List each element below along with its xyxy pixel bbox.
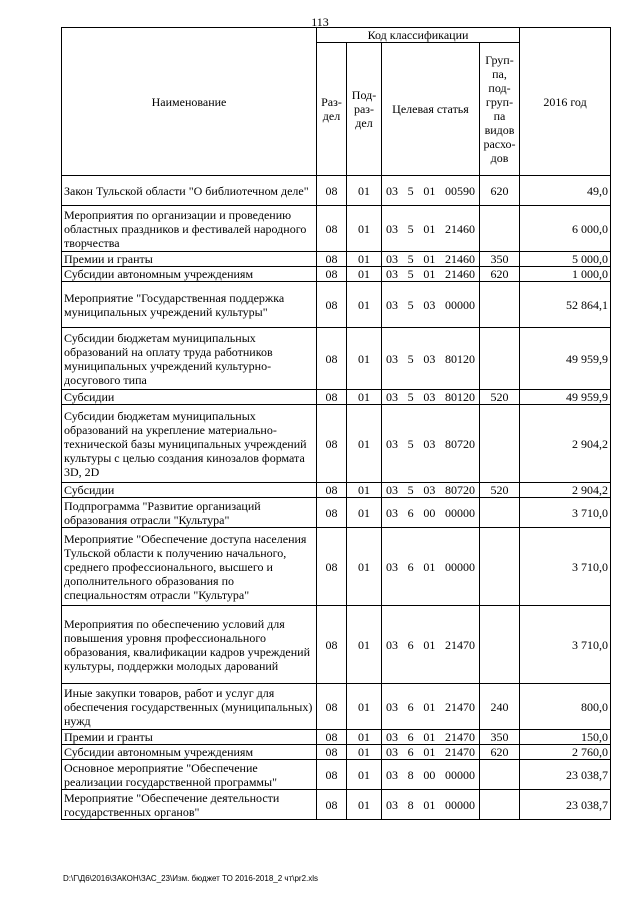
row-amount-2016: 23 038,7	[520, 760, 611, 790]
table-row	[62, 267, 611, 282]
budget-table	[61, 27, 611, 820]
row-name: Субсидии	[62, 390, 317, 405]
row-tselevaya-statya	[382, 730, 480, 745]
table-row	[62, 606, 611, 684]
tselevaya-part: 6	[407, 637, 414, 652]
row-vid-rashodov	[480, 498, 520, 528]
tselevaya-part: 21460	[444, 252, 475, 266]
row-podrazdel: 01	[347, 760, 382, 790]
tselevaya-part: 80720	[444, 436, 475, 451]
table-row	[62, 684, 611, 730]
tselevaya-part: 5	[407, 351, 414, 366]
header-tselevaya: Целевая статья	[382, 43, 480, 176]
tselevaya-part: 03	[386, 221, 398, 236]
tselevaya-part: 80720	[444, 483, 475, 497]
budget-table-body	[62, 176, 611, 820]
table-row	[62, 282, 611, 328]
row-name: Субсидии автономным учреждениям	[62, 267, 317, 282]
row-podrazdel: 01	[347, 498, 382, 528]
row-amount-2016: 800,0	[520, 684, 611, 730]
tselevaya-part: 03	[386, 699, 398, 714]
row-tselevaya-statya	[382, 176, 480, 206]
tselevaya-part: 21470	[444, 745, 475, 759]
row-vid-rashodov	[480, 790, 520, 820]
tselevaya-part: 01	[423, 637, 436, 652]
tselevaya-part: 5	[407, 436, 414, 451]
row-amount-2016: 3 710,0	[520, 498, 611, 528]
row-tselevaya-statya	[382, 390, 480, 405]
table-row	[62, 745, 611, 760]
tselevaya-part: 03	[386, 483, 398, 497]
table-row	[62, 730, 611, 745]
tselevaya-part: 5	[407, 483, 414, 497]
row-amount-2016: 49 959,9	[520, 390, 611, 405]
row-podrazdel: 01	[347, 206, 382, 252]
row-vid-rashodov	[480, 206, 520, 252]
row-tselevaya-statya	[382, 790, 480, 820]
tselevaya-part: 03	[386, 252, 398, 266]
row-amount-2016: 49 959,9	[520, 328, 611, 390]
row-tselevaya-statya	[382, 282, 480, 328]
table-row	[62, 760, 611, 790]
row-podrazdel: 01	[347, 483, 382, 498]
table-row	[62, 790, 611, 820]
row-vid-rashodov: 350	[480, 252, 520, 267]
tselevaya-part: 03	[386, 505, 398, 520]
tselevaya-part: 00000	[444, 505, 475, 520]
row-podrazdel: 01	[347, 176, 382, 206]
header-gruppa: Груп- па, под- груп- па видов расхо- дов	[480, 43, 520, 176]
tselevaya-part: 21470	[444, 699, 475, 714]
page-number: 113	[311, 15, 329, 29]
tselevaya-part: 01	[423, 730, 436, 744]
row-razdel: 08	[317, 405, 347, 483]
row-name: Премии и гранты	[62, 730, 317, 745]
row-vid-rashodov	[480, 405, 520, 483]
tselevaya-part: 5	[407, 390, 414, 404]
tselevaya-part: 5	[407, 221, 414, 236]
tselevaya-part: 03	[423, 390, 436, 404]
row-amount-2016: 2 904,2	[520, 405, 611, 483]
row-name: Подпрограмма "Развитие организаций образования отрасли "Культура"	[62, 498, 317, 528]
row-vid-rashodov	[480, 528, 520, 606]
tselevaya-part: 03	[423, 436, 436, 451]
row-vid-rashodov	[480, 760, 520, 790]
tselevaya-part: 21460	[444, 267, 475, 281]
row-podrazdel: 01	[347, 267, 382, 282]
tselevaya-part: 01	[423, 699, 436, 714]
row-amount-2016: 2 760,0	[520, 745, 611, 760]
row-tselevaya-statya	[382, 405, 480, 483]
row-amount-2016: 2 904,2	[520, 483, 611, 498]
row-name: Субсидии бюджетам муниципальных образований на укрепление материально-технической базы муниципальных учреждений культуры с целью создания кинозалов формата 3D, 2D	[62, 405, 317, 483]
tselevaya-part: 6	[407, 559, 414, 574]
row-tselevaya-statya	[382, 498, 480, 528]
row-amount-2016: 49,0	[520, 176, 611, 206]
row-podrazdel: 01	[347, 790, 382, 820]
row-razdel: 08	[317, 790, 347, 820]
row-vid-rashodov: 520	[480, 483, 520, 498]
row-razdel: 08	[317, 267, 347, 282]
row-podrazdel: 01	[347, 730, 382, 745]
row-name: Мероприятие "Обеспечение доступа населения Тульской области к получению начального, среднего профессионального, высшего и дополнительного образования по специальностям отрасли "Культура"	[62, 528, 317, 606]
row-tselevaya-statya	[382, 483, 480, 498]
tselevaya-part: 5	[407, 252, 414, 266]
row-razdel: 08	[317, 528, 347, 606]
row-tselevaya-statya	[382, 760, 480, 790]
tselevaya-part: 03	[386, 267, 398, 281]
row-tselevaya-statya	[382, 606, 480, 684]
row-razdel: 08	[317, 498, 347, 528]
tselevaya-part: 03	[423, 483, 436, 497]
tselevaya-part: 8	[407, 767, 414, 782]
tselevaya-part: 03	[386, 730, 398, 744]
tselevaya-part: 8	[407, 797, 414, 812]
row-amount-2016: 23 038,7	[520, 790, 611, 820]
row-razdel: 08	[317, 483, 347, 498]
tselevaya-part: 03	[386, 351, 398, 366]
tselevaya-part: 6	[407, 505, 414, 520]
tselevaya-part: 00	[423, 767, 436, 782]
tselevaya-part: 80120	[444, 351, 475, 366]
table-row	[62, 405, 611, 483]
row-tselevaya-statya	[382, 684, 480, 730]
row-name: Закон Тульской области "О библиотечном деле"	[62, 176, 317, 206]
tselevaya-part: 03	[386, 637, 398, 652]
tselevaya-part: 03	[423, 351, 436, 366]
tselevaya-part: 03	[386, 390, 398, 404]
table-row	[62, 528, 611, 606]
row-tselevaya-statya	[382, 267, 480, 282]
row-amount-2016: 150,0	[520, 730, 611, 745]
row-podrazdel: 01	[347, 252, 382, 267]
tselevaya-part: 03	[386, 797, 398, 812]
row-name: Мероприятие "Обеспечение деятельности государственных органов"	[62, 790, 317, 820]
row-tselevaya-statya	[382, 528, 480, 606]
row-podrazdel: 01	[347, 606, 382, 684]
row-amount-2016: 3 710,0	[520, 528, 611, 606]
table-row	[62, 498, 611, 528]
header-podrazdel: Под- раз- дел	[347, 43, 382, 176]
row-tselevaya-statya	[382, 206, 480, 252]
header-code-group: Код классификации	[317, 28, 520, 43]
row-vid-rashodov	[480, 606, 520, 684]
row-razdel: 08	[317, 252, 347, 267]
tselevaya-part: 00000	[444, 797, 475, 812]
row-podrazdel: 01	[347, 405, 382, 483]
tselevaya-part: 00000	[444, 559, 475, 574]
table-row	[62, 252, 611, 267]
row-razdel: 08	[317, 282, 347, 328]
row-amount-2016: 5 000,0	[520, 252, 611, 267]
row-amount-2016: 3 710,0	[520, 606, 611, 684]
row-vid-rashodov: 620	[480, 267, 520, 282]
row-podrazdel: 01	[347, 745, 382, 760]
tselevaya-part: 03	[386, 183, 398, 198]
tselevaya-part: 03	[386, 559, 398, 574]
row-tselevaya-statya	[382, 745, 480, 760]
row-vid-rashodov: 240	[480, 684, 520, 730]
row-amount-2016: 1 000,0	[520, 267, 611, 282]
row-name: Мероприятия по обеспечению условий для повышения уровня профессионального образования, квалификации кадров учреждений культуры, поддержки молодых дарований	[62, 606, 317, 684]
row-vid-rashodov: 620	[480, 745, 520, 760]
tselevaya-part: 01	[423, 252, 436, 266]
row-podrazdel: 01	[347, 684, 382, 730]
tselevaya-part: 00000	[444, 767, 475, 782]
tselevaya-part: 01	[423, 797, 436, 812]
tselevaya-part: 03	[386, 297, 398, 312]
tselevaya-part: 03	[386, 745, 398, 759]
row-tselevaya-statya	[382, 252, 480, 267]
table-row	[62, 390, 611, 405]
row-razdel: 08	[317, 745, 347, 760]
header-year: 2016 год	[520, 28, 611, 176]
row-razdel: 08	[317, 760, 347, 790]
row-razdel: 08	[317, 328, 347, 390]
table-row	[62, 176, 611, 206]
tselevaya-part: 03	[423, 297, 436, 312]
row-name: Мероприятия по организации и проведению областных праздников и фестивалей народного творчества	[62, 206, 317, 252]
tselevaya-part: 01	[423, 559, 436, 574]
file-path-footer: D:\Г\Д6\2016\ЗАКОН\ЗАС_23\Изм. бюджет ТО 2016-2018_2 чт\pr2.xls	[63, 874, 319, 883]
row-podrazdel: 01	[347, 328, 382, 390]
tselevaya-part: 00000	[444, 297, 475, 312]
row-vid-rashodov	[480, 328, 520, 390]
row-name: Субсидии	[62, 483, 317, 498]
table-row	[62, 206, 611, 252]
row-podrazdel: 01	[347, 528, 382, 606]
tselevaya-part: 21470	[444, 730, 475, 744]
header-name: Наименование	[62, 28, 317, 176]
tselevaya-part: 6	[407, 745, 414, 759]
tselevaya-part: 5	[407, 183, 414, 198]
table-row	[62, 328, 611, 390]
tselevaya-part: 5	[407, 267, 414, 281]
row-amount-2016: 6 000,0	[520, 206, 611, 252]
row-vid-rashodov: 620	[480, 176, 520, 206]
row-razdel: 08	[317, 206, 347, 252]
tselevaya-part: 6	[407, 699, 414, 714]
row-name: Субсидии бюджетам муниципальных образований на оплату труда работников муниципальных учреждений культурно-досугового типа	[62, 328, 317, 390]
row-vid-rashodov: 350	[480, 730, 520, 745]
tselevaya-part: 00	[423, 505, 436, 520]
tselevaya-part: 00590	[444, 183, 475, 198]
row-razdel: 08	[317, 606, 347, 684]
tselevaya-part: 5	[407, 297, 414, 312]
tselevaya-part: 01	[423, 267, 436, 281]
row-razdel: 08	[317, 684, 347, 730]
tselevaya-part: 80120	[444, 390, 475, 404]
row-razdel: 08	[317, 176, 347, 206]
tselevaya-part: 03	[386, 767, 398, 782]
header-razdel: Раз- дел	[317, 43, 347, 176]
tselevaya-part: 21470	[444, 637, 475, 652]
row-vid-rashodov	[480, 282, 520, 328]
row-amount-2016: 52 864,1	[520, 282, 611, 328]
row-name: Основное мероприятие "Обеспечение реализации государственной программы"	[62, 760, 317, 790]
row-name: Премии и гранты	[62, 252, 317, 267]
tselevaya-part: 01	[423, 183, 436, 198]
table-row	[62, 483, 611, 498]
tselevaya-part: 21460	[444, 221, 475, 236]
tselevaya-part: 01	[423, 745, 436, 759]
row-razdel: 08	[317, 390, 347, 405]
row-podrazdel: 01	[347, 282, 382, 328]
row-tselevaya-statya	[382, 328, 480, 390]
tselevaya-part: 01	[423, 221, 436, 236]
row-name: Иные закупки товаров, работ и услуг для обеспечения государственных (муниципальных) нужд	[62, 684, 317, 730]
row-name: Субсидии автономным учреждениям	[62, 745, 317, 760]
tselevaya-part: 03	[386, 436, 398, 451]
row-razdel: 08	[317, 730, 347, 745]
tselevaya-part: 6	[407, 730, 414, 744]
row-podrazdel: 01	[347, 390, 382, 405]
row-name: Мероприятие "Государственная поддержка муниципальных учреждений культуры"	[62, 282, 317, 328]
row-vid-rashodov: 520	[480, 390, 520, 405]
